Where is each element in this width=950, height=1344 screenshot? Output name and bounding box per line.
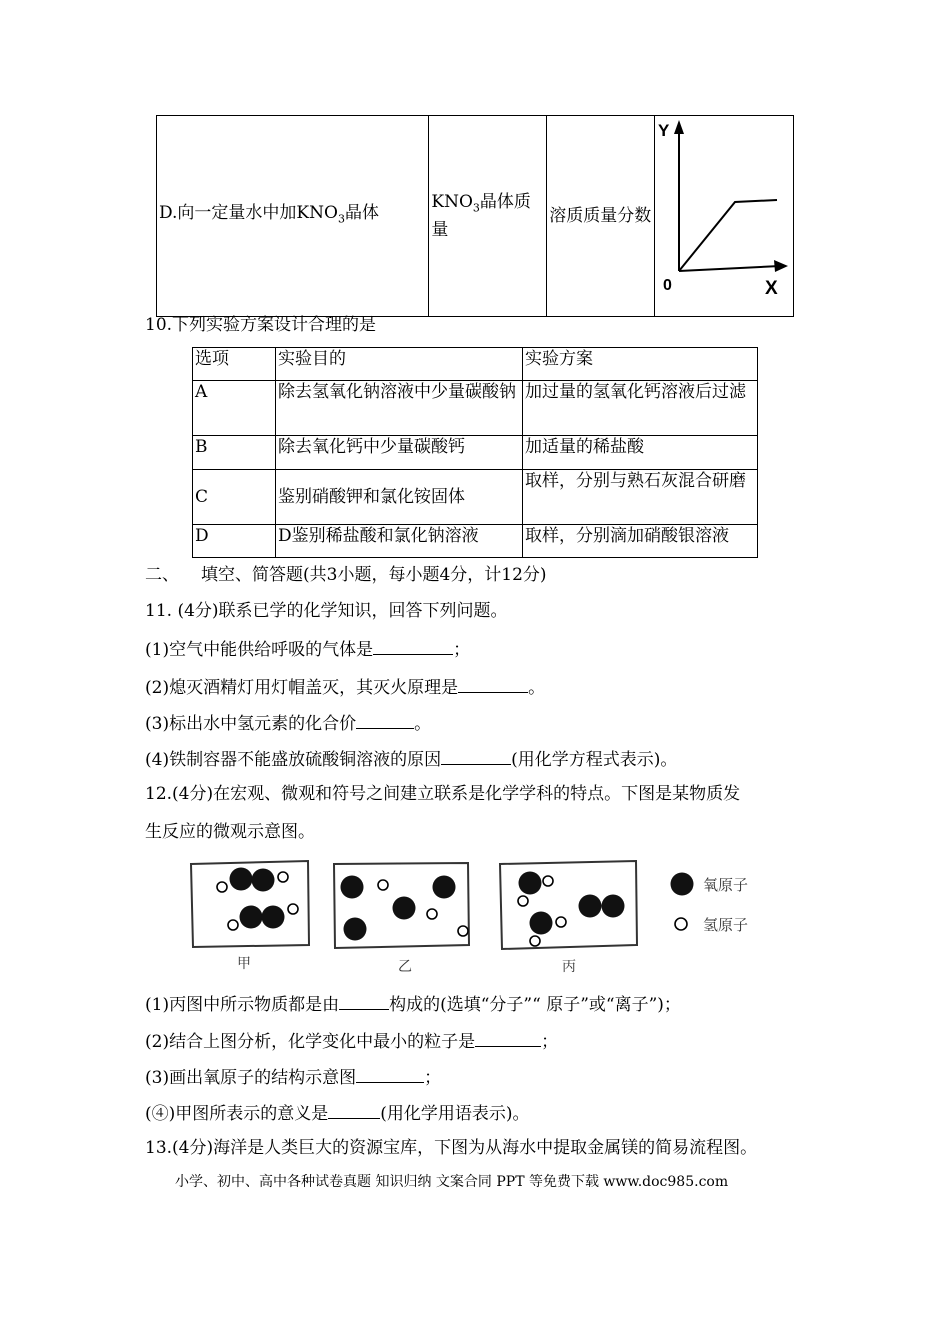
oxygen-atom — [433, 876, 456, 899]
answer-blank[interactable] — [373, 636, 453, 655]
solubility-graph — [655, 116, 793, 310]
hydrogen-atom — [278, 872, 288, 882]
q10-cell: A — [193, 381, 276, 436]
q12-stem-line-1: 12.(4分)在宏观、微观和符号之间建立联系是化学学科的特点。下图是某物质发 — [145, 784, 741, 804]
q10-row — [193, 525, 758, 558]
option-d-text: D.向一定量水中加KNO — [159, 202, 338, 223]
q11-p2-text: (2)熄灭酒精灯用灯帽盖灭，其灭火原理是 — [145, 678, 459, 698]
label-jia: 甲 — [237, 956, 251, 972]
y-axis-label: Y — [658, 121, 670, 140]
q10-stem: 10.下列实验方案设计合理的是 — [145, 315, 377, 335]
q12-p4-end: (用化学用语表示)。 — [380, 1104, 530, 1124]
q11-p4-end: (用化学方程式表示)。 — [511, 750, 678, 770]
option-d-cell — [157, 116, 429, 317]
q12-p1-text: (1)丙图中所示物质都是由 — [145, 995, 340, 1015]
x-axis — [679, 266, 780, 271]
hydrogen-atom — [217, 882, 227, 892]
option-d-sub: 3 — [337, 212, 345, 226]
hydrogen-atom — [556, 917, 566, 927]
option-d-tail: 晶体 — [344, 202, 379, 223]
label-yi: 乙 — [398, 959, 412, 975]
answer-blank[interactable] — [328, 1100, 380, 1119]
x-item-cell — [429, 116, 547, 317]
section-2-title: 填空、简答题(共3小题，每小题4分，计12分) — [201, 565, 547, 585]
hydrogen-atom — [427, 909, 437, 919]
answer-blank[interactable] — [356, 710, 414, 729]
q12-p3-end: ； — [424, 1068, 442, 1088]
hydrogen-atom — [543, 876, 553, 886]
q11-part-3 — [145, 710, 431, 736]
q12-part-2 — [145, 1028, 558, 1054]
x-axis-label: X — [765, 278, 778, 299]
oxygen-atom — [252, 869, 275, 892]
x-axis-arrow-icon — [774, 260, 788, 272]
q10-row — [193, 381, 758, 436]
hydrogen-atom — [378, 880, 388, 890]
oxygen-atom — [230, 868, 253, 891]
x-item-text: KNO — [431, 191, 473, 212]
label-bing: 丙 — [562, 959, 576, 975]
oxygen-atom — [530, 912, 553, 935]
hydrogen-atom — [228, 920, 238, 930]
q12-part-3 — [145, 1064, 441, 1090]
q11-p3-end: 。 — [414, 714, 432, 734]
oxygen-atom — [602, 895, 625, 918]
x-item-tail: 晶体质量 — [431, 191, 531, 241]
q10-cell: B — [193, 436, 276, 470]
q13-stem: 13.(4分)海洋是人类巨大的资源宝库，下图为从海水中提取金属镁的简易流程图。 — [145, 1138, 758, 1158]
legend-oxygen-label: 氧原子 — [703, 876, 749, 894]
q10-cell: D鉴别稀盐酸和氯化钠溶液 — [276, 525, 523, 558]
q12-part-1 — [145, 991, 681, 1017]
page-footer: 小学、初中、高中各种试卷真题 知识归纳 文案合同 PPT 等免费下载 www.doc985.com — [175, 1174, 729, 1190]
q12-p2-end: ； — [541, 1032, 559, 1052]
q10-row — [193, 436, 758, 470]
oxygen-atom — [344, 918, 367, 941]
legend-oxygen-icon — [671, 873, 694, 896]
q11-part-2 — [145, 674, 545, 700]
oxygen-atom — [393, 897, 416, 920]
micro-reaction-diagram — [185, 855, 785, 977]
q10-cell: 鉴别硝酸钾和氯化铵固体 — [276, 470, 523, 525]
q12-part-4 — [145, 1100, 530, 1126]
q10-cell: 取样，分别滴加硝酸银溶液 — [523, 525, 758, 558]
q11-part-4 — [145, 746, 677, 772]
hydrogen-atom — [530, 936, 540, 946]
q11-part-1 — [145, 636, 470, 662]
q12-p4-text: (④)甲图所表示的意义是 — [145, 1104, 329, 1124]
oxygen-atom — [579, 895, 602, 918]
q10-cell: 除去氢氧化钠溶液中少量碳酸钠 — [276, 381, 523, 436]
answer-blank[interactable] — [475, 1028, 541, 1047]
origin-label: 0 — [663, 277, 672, 294]
oxygen-atom — [262, 906, 285, 929]
option-d-table — [156, 115, 794, 317]
q10-cell: C — [193, 470, 276, 525]
legend-hydrogen-icon — [675, 918, 687, 930]
q11-p1-text: (1)空气中能供给呼吸的气体是 — [145, 640, 374, 660]
section-2-number: 二、 — [145, 565, 179, 585]
answer-blank[interactable] — [339, 991, 389, 1010]
y-item-cell — [547, 116, 655, 317]
answer-blank[interactable] — [458, 674, 528, 693]
section-2-heading — [145, 563, 547, 587]
q12-p1-end: 构成的(选填“分子”“ 原子”或“离子”)； — [389, 995, 681, 1015]
q11-stem: 11. (4分)联系已学的化学知识，回答下列问题。 — [145, 601, 508, 621]
q10-cell: 取样，分别与熟石灰混合研磨 — [523, 470, 758, 525]
y-item-text: 溶质质量分数 — [549, 206, 652, 226]
q11-p3-text: (3)标出水中氢元素的化合价 — [145, 714, 357, 734]
x-item-sub: 3 — [472, 201, 480, 215]
oxygen-atom — [240, 906, 263, 929]
q11-p2-end: 。 — [528, 678, 546, 698]
hydrogen-atom — [288, 904, 298, 914]
q10-header-plan: 实验方案 — [523, 348, 758, 381]
q12-stem-line-2: 生反应的微观示意图。 — [145, 822, 315, 842]
q10-cell: D — [193, 525, 276, 558]
q11-p1-end: ； — [453, 640, 471, 660]
data-curve — [679, 200, 777, 271]
y-axis-arrow-icon — [674, 120, 684, 134]
oxygen-atom — [519, 872, 542, 895]
answer-blank[interactable] — [441, 746, 511, 765]
q10-cell: 加适量的稀盐酸 — [523, 436, 758, 470]
answer-blank[interactable] — [356, 1064, 424, 1083]
oxygen-atom — [341, 876, 364, 899]
q10-table — [192, 347, 758, 558]
q10-cell: 加过量的氢氧化钙溶液后过滤 — [523, 381, 758, 436]
hydrogen-atom — [458, 926, 468, 936]
graph-cell — [655, 116, 794, 317]
q12-p2-text: (2)结合上图分析，化学变化中最小的粒子是 — [145, 1032, 476, 1052]
q11-p4-text: (4)铁制容器不能盛放硫酸铜溶液的原因 — [145, 750, 442, 770]
q10-row — [193, 470, 758, 525]
legend-hydrogen-label: 氢原子 — [703, 916, 749, 934]
hydrogen-atom — [518, 896, 528, 906]
q12-p3-text: (3)画出氧原子的结构示意图 — [145, 1068, 357, 1088]
q10-header-option: 选项 — [193, 348, 276, 381]
q10-cell: 除去氧化钙中少量碳酸钙 — [276, 436, 523, 470]
q10-header-purpose: 实验目的 — [276, 348, 523, 381]
